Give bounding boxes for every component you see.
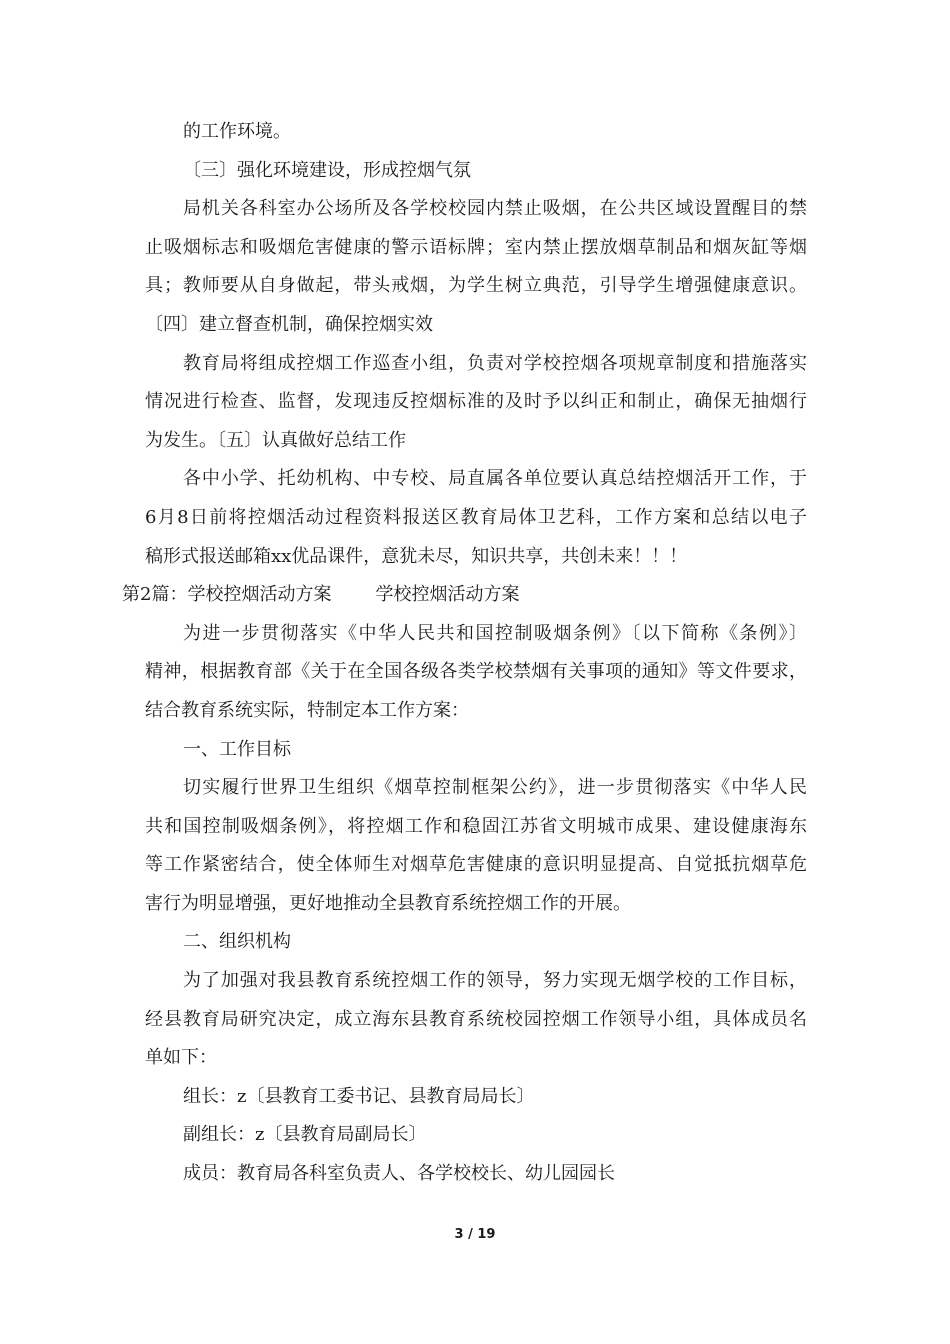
paragraph-line: 具；教师要从自身做起，带头戒烟，为学生树立典范，引导学生增强健康意识。	[145, 275, 807, 297]
paragraph-line: 为进一步贯彻落实《中华人民共和国控制吸烟条例》〔以下简称《条例》〕	[183, 622, 807, 644]
section-heading: 一、工作目标	[183, 738, 291, 760]
paragraph-line: 教育局将组成控烟工作巡查小组，负责对学校控烟各项规章制度和措施落实	[183, 352, 807, 374]
paragraph-line: 止吸烟标志和吸烟危害健康的警示语标牌；室内禁止摆放烟草制品和烟灰缸等烟	[145, 236, 807, 258]
paragraph-line: 经县教育局研究决定，成立海东县教育系统校园控烟工作领导小组，具体成员名	[145, 1008, 807, 1030]
paragraph-line: 为发生。〔五〕认真做好总结工作	[145, 429, 406, 451]
paragraph-line: 的工作环境。	[183, 121, 291, 142]
paragraph-line: 结合教育系统实际，特制定本工作方案：	[145, 699, 469, 721]
paragraph-line: 为了加强对我县教育系统控烟工作的领导，努力实现无烟学校的工作目标，	[183, 970, 807, 992]
section-heading: 二、组织机构	[183, 931, 291, 953]
section-heading: 〔四〕建立督查机制，确保控烟实效	[145, 313, 433, 335]
chapter-number-title: 第2篇：学校控烟活动方案	[122, 584, 332, 606]
section-heading: 〔三〕强化环境建设，形成控烟气氛	[183, 159, 471, 181]
paragraph-line: 情况进行检查、监督，发现违反控烟标准的及时予以纠正和制止，确保无抽烟行	[145, 391, 807, 413]
chapter-heading	[122, 576, 807, 615]
paragraph-line: 害行为明显增强，更好地推动全县教育系统控烟工作的开展。	[145, 892, 631, 914]
document-body	[122, 113, 807, 1194]
paragraph-line: 稿形式报送邮箱xx优品课件，意犹未尽，知识共享，共创未来！！！	[145, 545, 688, 567]
paragraph-line: 共和国控制吸烟条例》，将控烟工作和稳固江苏省文明城市成果、建设健康海东	[145, 815, 807, 837]
page-number: 3 / 19	[454, 1227, 496, 1242]
paragraph-line: 副组长：z〔县教育局副局长〕	[183, 1124, 427, 1146]
paragraph-line: 等工作紧密结合，使全体师生对烟草危害健康的意识明显提高、自觉抵抗烟草危	[145, 854, 807, 876]
paragraph-line: 精神，根据教育部《关于在全国各级各类学校禁烟有关事项的通知》等文件要求，	[145, 661, 807, 683]
paragraph-line: 成员：教育局各科室负责人、各学校校长、幼儿园园长	[183, 1163, 615, 1185]
paragraph-line: 单如下：	[145, 1047, 217, 1069]
paragraph-line: 切实履行世界卫生组织《烟草控制框架公约》，进一步贯彻落实《中华人民	[183, 777, 807, 799]
paragraph-line: 6月8日前将控烟活动过程资料报送区教育局体卫艺科，工作方案和总结以电子	[145, 506, 807, 528]
paragraph-line: 组长：z〔县教育工委书记、县教育局局长〕	[183, 1085, 535, 1107]
paragraph-line: 局机关各科室办公场所及各学校校园内禁止吸烟，在公共区域设置醒目的禁	[183, 198, 807, 220]
paragraph-line: 各中小学、托幼机构、中专校、局直属各单位要认真总结控烟活开工作，于	[183, 468, 807, 490]
chapter-title: 学校控烟活动方案	[375, 584, 520, 606]
